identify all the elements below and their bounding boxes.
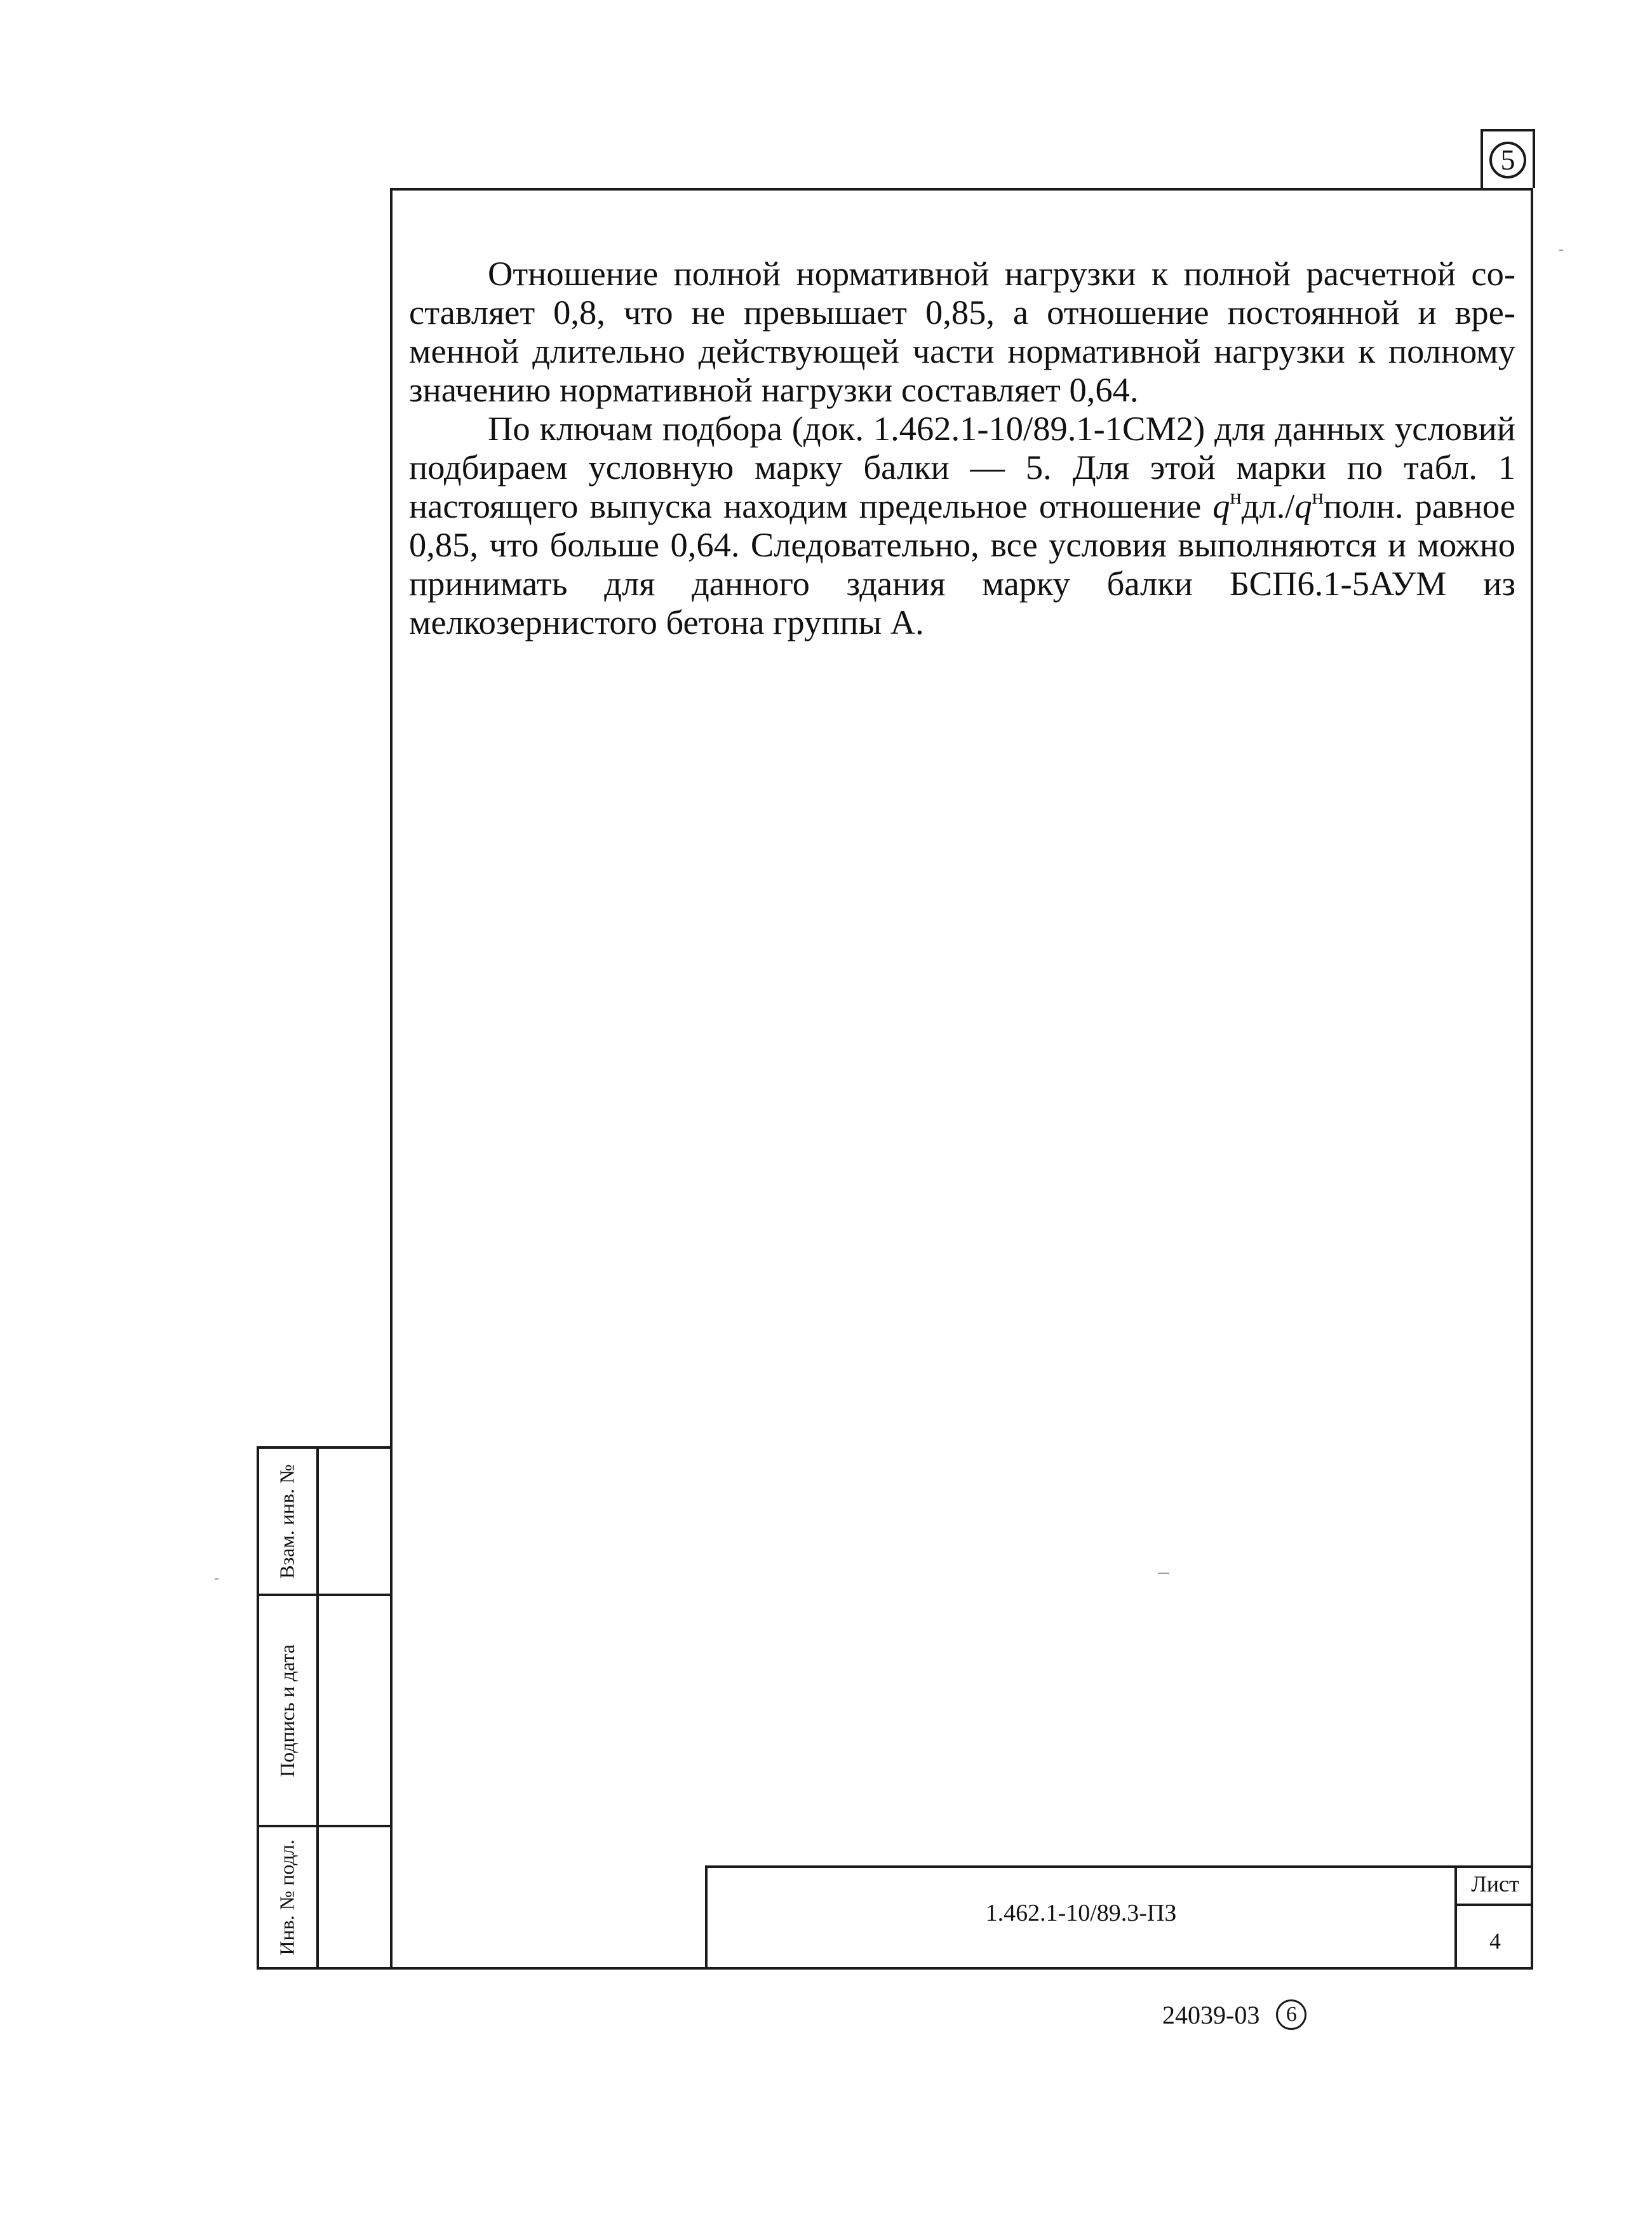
side-stamp-divider [316, 1446, 319, 1970]
paragraph-1: Отношение полной нормативной нагрузки к полной расчетной составляет 0,8, что не превышает 0,85, а отношение постоянной и временной длительно действующей части нормативной нагрузки к полному значению нормативной нагрузки составляет 0,64. [409, 254, 1515, 409]
scan-speck [1158, 1573, 1169, 1574]
superscript-n-2: н [1312, 485, 1324, 509]
scan-speck [1559, 250, 1563, 251]
sheet-number-box [1481, 129, 1535, 188]
interchange-inv-label: Взам. инв. № [275, 1463, 299, 1579]
archive-circle-number: 6 [1276, 1999, 1306, 2030]
scan-speck [215, 1578, 218, 1580]
side-stamp-original-cell [258, 1827, 316, 1967]
superscript-n: н [1230, 485, 1242, 509]
sheet-number: 4 [1489, 1928, 1501, 1954]
body-text [409, 254, 1515, 641]
paragraph-2 [409, 409, 1515, 641]
original-inv-label: Инв. № подл. [275, 1839, 299, 1956]
sheet-label: Лист [1471, 1871, 1519, 1897]
title-block-sheet-line [1454, 1904, 1533, 1906]
q-symbol: q [1212, 487, 1230, 525]
side-stamp-signature-cell [258, 1596, 316, 1825]
ratio-part-1: дл./ [1241, 487, 1295, 525]
signature-date-label: Подпись и дата [275, 1644, 299, 1777]
archive-number: 24039-03 [1162, 2000, 1260, 2029]
archive-number-row [1162, 1999, 1306, 2030]
document-code: 1.462.1-10/89.3-ПЗ [985, 1900, 1177, 1926]
paragraph-2-start: По ключам подбора (док. 1.462.1-10/89.1-1СМ2) для данных условий подбираем условную марку балки — 5. Для этой марки по табл. 1 настоящего выпуска находим предельное отношение [409, 409, 1515, 525]
side-stamp-interchange-cell [258, 1449, 316, 1594]
sheet-circle-number: 5 [1489, 142, 1526, 178]
q-symbol-2: q [1294, 487, 1312, 525]
ratio-part-2: полн. [1323, 487, 1404, 525]
paragraph-2-end: равное 0,85, что больше 0,64. Следовательно, все условия выполняются и можно принимать для данного здания марку балки БСП6.1-5АУМ из мелкозернистого бетона группы А. [409, 487, 1515, 641]
